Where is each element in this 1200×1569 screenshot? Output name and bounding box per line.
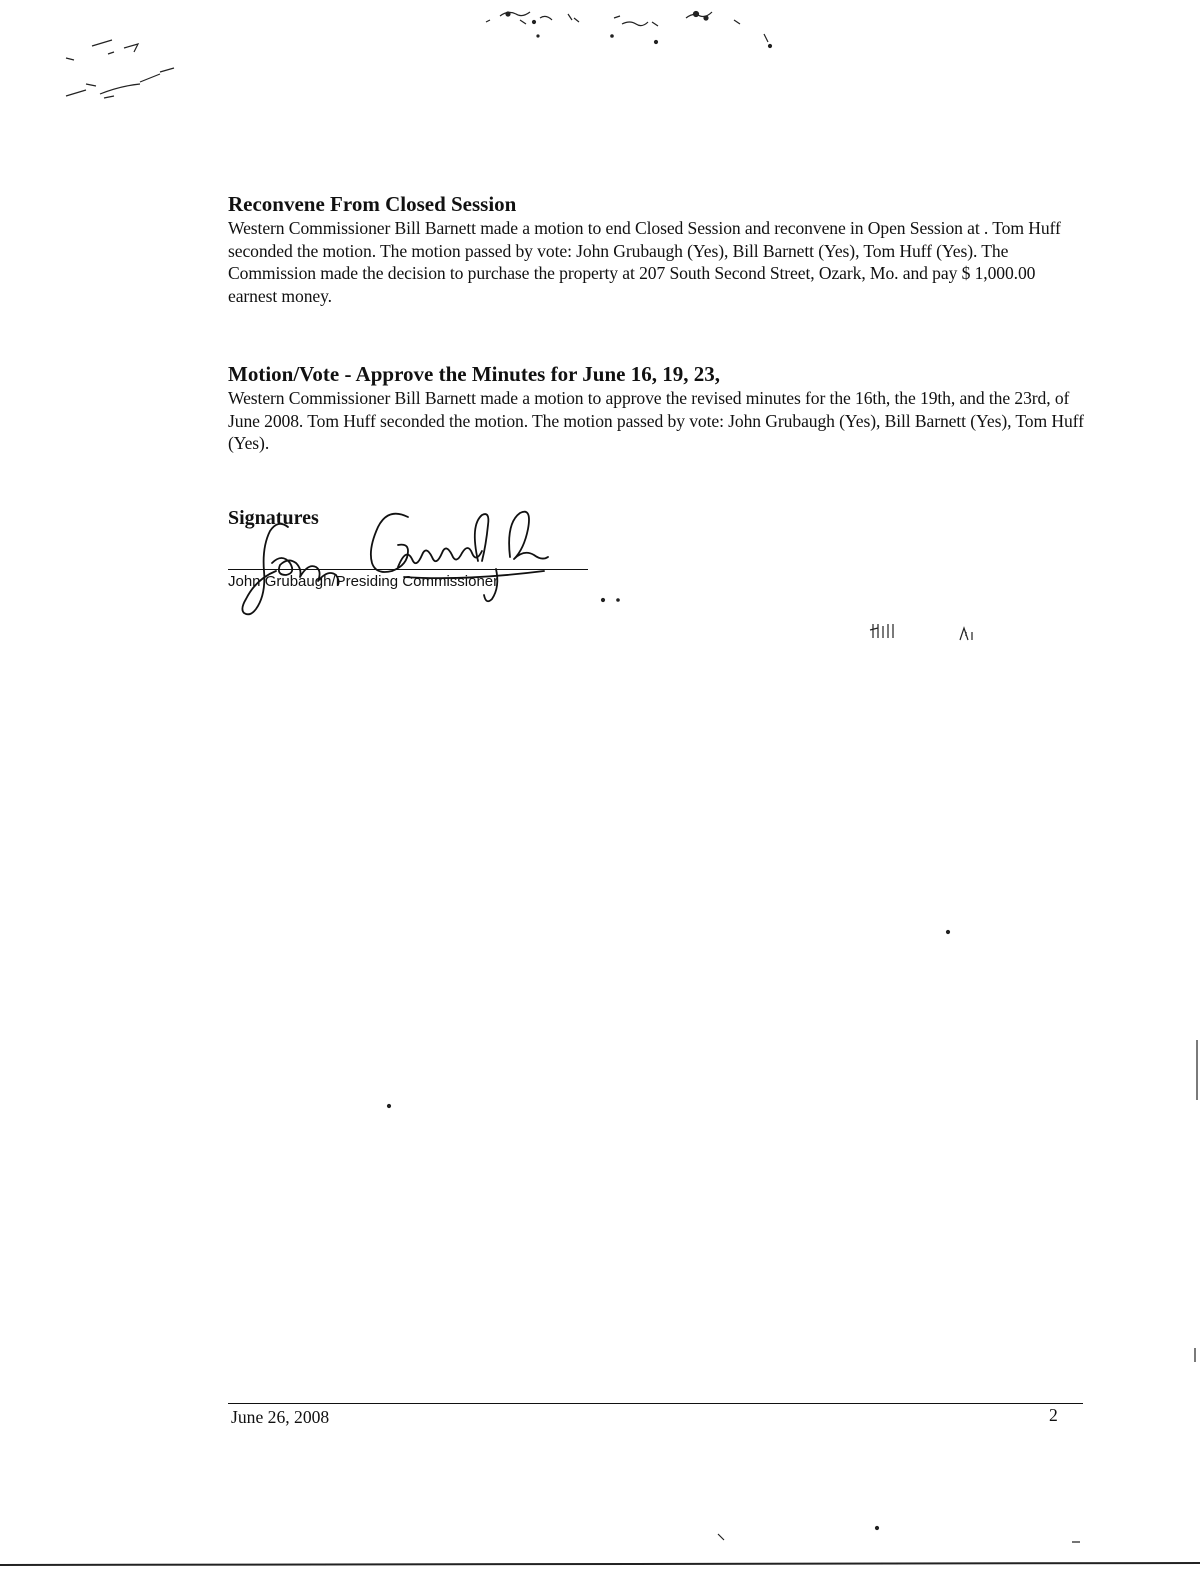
signature-caption: John Grubaugh/Presiding Commissioner <box>228 573 499 590</box>
section-reconvene <box>228 191 1088 307</box>
page-number: 2 <box>1049 1405 1058 1425</box>
section-body: Western Commissioner Bill Barnett made a motion to end Closed Session and reconvene in Open Session at . Tom Huff seconded the motion. The motion passed by vote: John Grubaugh (Yes), Bill Barnett (Yes), Tom Huff (Yes). The Commission made the decision to purchase the property at 207 South Second Street, Ozark, Mo. and pay $ 1,000.00 earnest money. <box>228 218 1061 306</box>
signatures-heading: Signatures <box>228 507 319 529</box>
section-approve-minutes <box>228 361 1088 455</box>
section-heading: Reconvene From Closed Session <box>228 192 517 216</box>
footer-rule <box>228 1403 1083 1404</box>
footer-date: June 26, 2008 <box>231 1407 330 1427</box>
section-heading: Motion/Vote - Approve the Minutes for June 16, 19, 23, <box>228 362 720 386</box>
signatures-block <box>228 505 608 625</box>
section-body: Western Commissioner Bill Barnett made a motion to approve the revised minutes for the 16th, the 19th, and the 23rd, of June 2008. Tom Huff seconded the motion. The motion passed by vote: John Grubaugh (Yes), Bill Barnett (Yes), Tom Huff (Yes). <box>228 388 1084 453</box>
handwritten-signature <box>228 505 608 625</box>
